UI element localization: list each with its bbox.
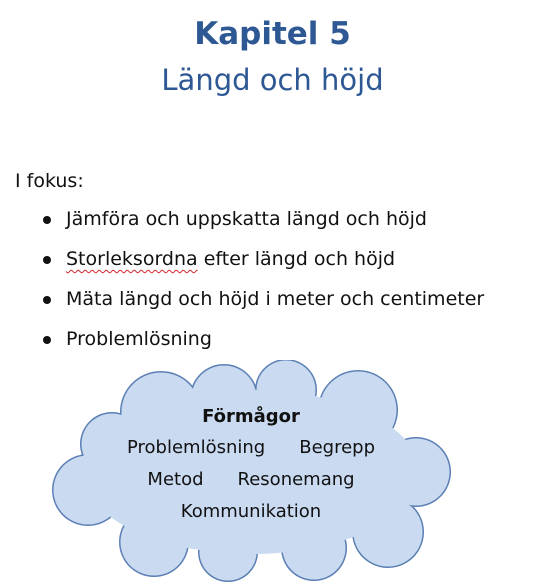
chapter-title: Kapitel 5	[194, 16, 351, 52]
chapter-subtitle: Längd och höjd	[161, 63, 384, 97]
list-item-text: Jämföra och uppskatta längd och höjd	[66, 208, 427, 230]
formagor-row	[46, 464, 456, 496]
spellcheck-word: Storleksordna	[66, 248, 198, 270]
formagor-metod: Metod	[147, 469, 204, 490]
bullet-dot-icon	[43, 256, 51, 264]
formagor-title: Förmågor	[202, 406, 300, 427]
formagor-row	[46, 496, 456, 528]
list-item-text: Problemlösning	[66, 328, 212, 350]
list-item	[40, 284, 540, 324]
formagor-kommunikation: Kommunikation	[180, 501, 322, 522]
formagor-box	[46, 402, 456, 528]
bullet-dot-icon	[43, 216, 51, 224]
formagor-problemlosning: Problemlösning	[126, 437, 266, 458]
list-item-text: Mäta längd och höjd i meter och centimeter	[66, 288, 485, 310]
formagor-resonemang: Resonemang	[237, 469, 355, 490]
focus-label: I fokus:	[15, 170, 84, 192]
focus-list	[40, 204, 540, 364]
list-item-text: efter längd och höjd	[197, 248, 396, 270]
bullet-dot-icon	[43, 296, 51, 304]
list-item	[40, 324, 540, 364]
list-item	[40, 244, 540, 284]
formagor-begrepp: Begrepp	[299, 437, 375, 458]
bullet-dot-icon	[43, 336, 51, 344]
formagor-row	[46, 432, 456, 464]
list-item	[40, 204, 540, 244]
